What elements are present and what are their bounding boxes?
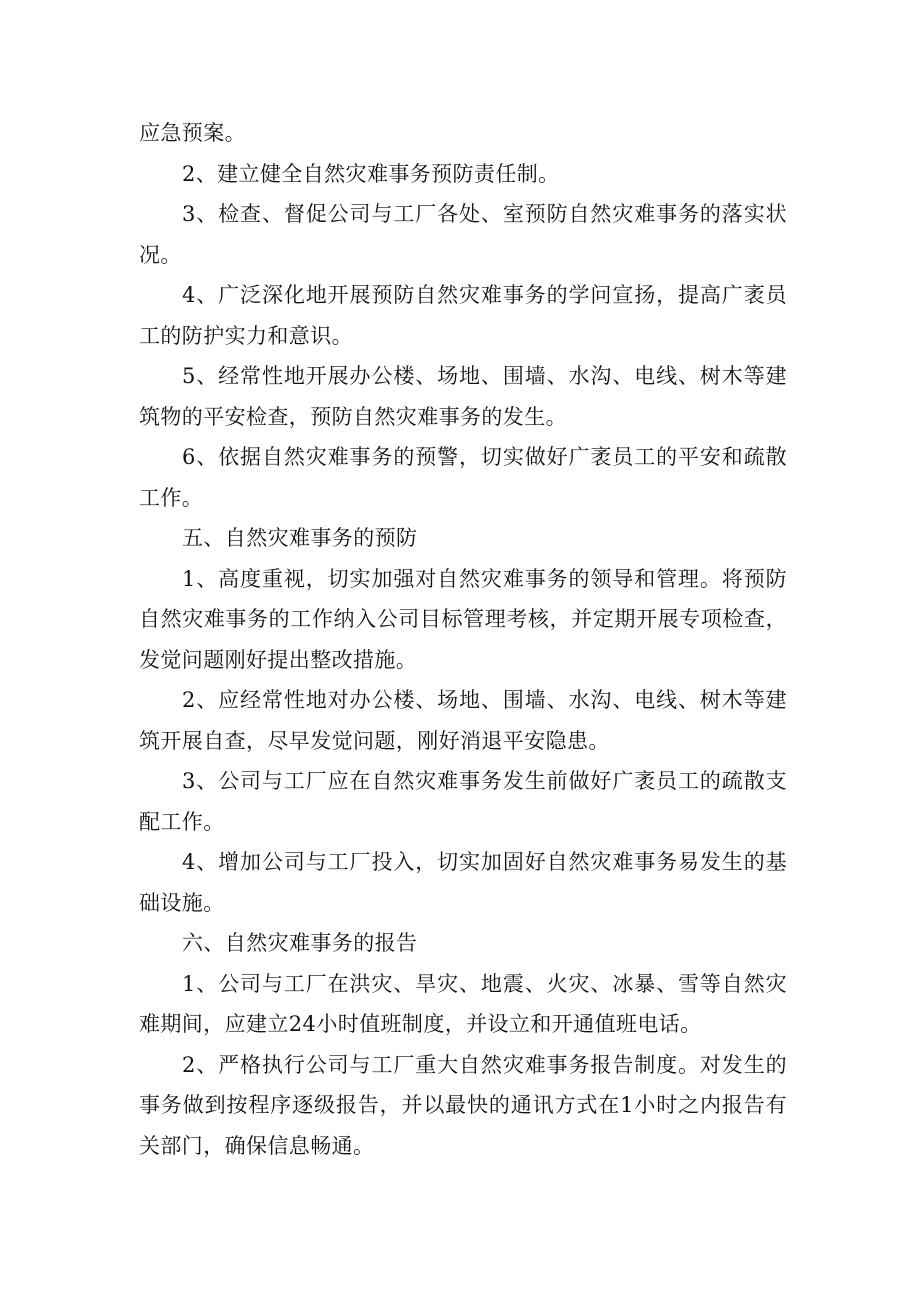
document-body [139, 113, 787, 1166]
paragraph-item-5: 5、经常性地开展办公楼、场地、围墙、水沟、电线、树木等建筑物的平安检查，预防自然灾难事务的发生。 [139, 364, 787, 429]
prevention-item-3: 3、公司与工厂应在自然灾难事务发生前做好广袤员工的疏散支配工作。 [139, 769, 787, 834]
paragraph-item-4: 4、广泛深化地开展预防自然灾难事务的学问宣扬，提高广袤员工的防护实力和意识。 [139, 283, 787, 348]
paragraph-item-3: 3、检查、督促公司与工厂各处、室预防自然灾难事务的落实状况。 [139, 202, 787, 267]
reporting-item-2: 2、严格执行公司与工厂重大自然灾难事务报告制度。对发生的事务做到按程序逐级报告，并以最快的通讯方式在1小时之内报告有关部门，确保信息畅通。 [139, 1052, 787, 1158]
paragraph-continuation: 应急预案。 [139, 121, 246, 145]
section-heading-prevention: 五、自然灾难事务的预防 [182, 526, 418, 550]
reporting-item-1: 1、公司与工厂在洪灾、旱灾、地震、火灾、冰暴、雪等自然灾难期间，应建立24小时值班制度，并设立和开通值班电话。 [139, 971, 787, 1036]
paragraph-item-2: 2、建立健全自然灾难事务预防责任制。 [182, 161, 560, 186]
prevention-item-1: 1、高度重视，切实加强对自然灾难事务的领导和管理。将预防自然灾难事务的工作纳入公司目标管理考核，并定期开展专项检查，发觉问题刚好提出整改措施。 [139, 566, 787, 672]
prevention-item-4: 4、增加公司与工厂投入，切实加固好自然灾难事务易发生的基础设施。 [139, 850, 787, 915]
paragraph-item-6: 6、依据自然灾难事务的预警，切实做好广袤员工的平安和疏散工作。 [139, 445, 787, 510]
prevention-item-2: 2、应经常性地对办公楼、场地、围墙、水沟、电线、树木等建筑开展自查，尽早发觉问题，刚好消退平安隐患。 [139, 688, 787, 753]
section-heading-reporting: 六、自然灾难事务的报告 [182, 931, 418, 955]
